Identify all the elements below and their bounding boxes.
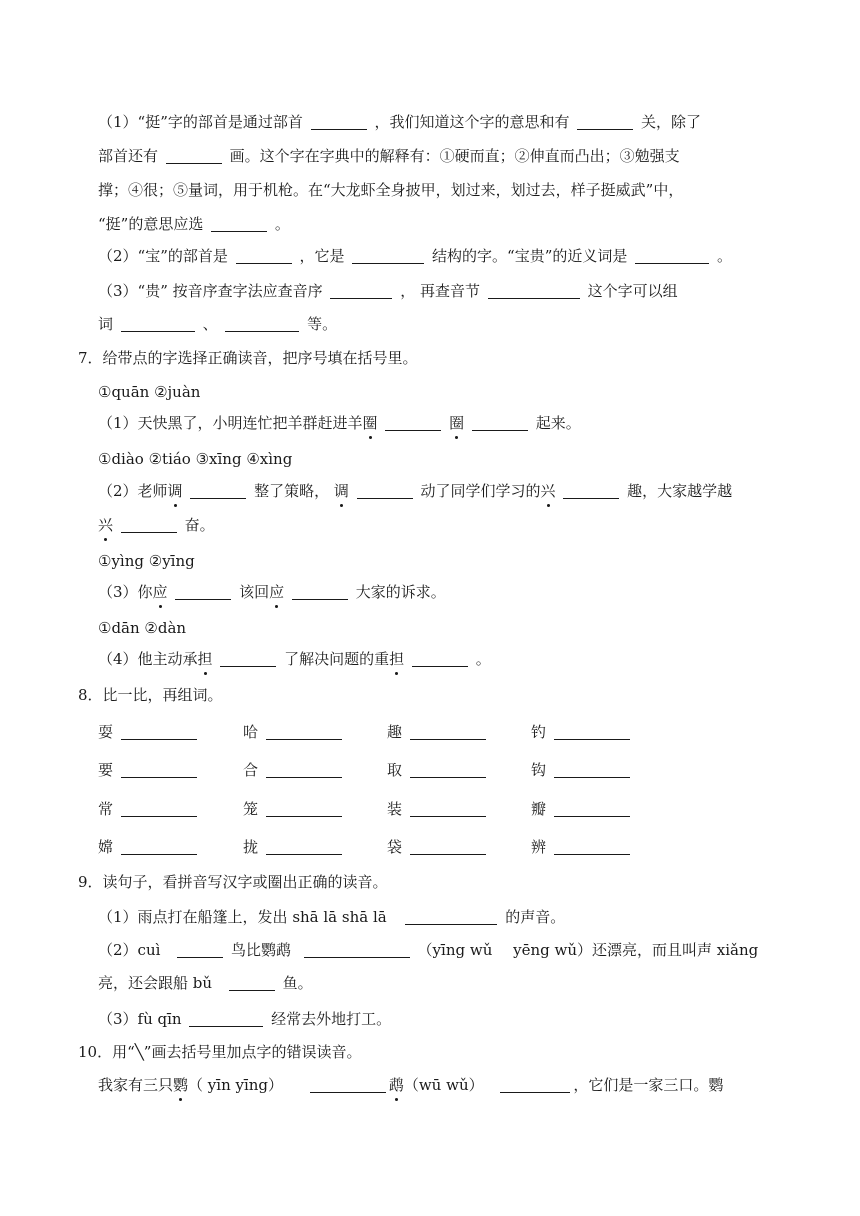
answer-blank[interactable] bbox=[266, 761, 342, 778]
q7-text: 。 bbox=[475, 650, 491, 668]
q8-word-cell bbox=[387, 798, 489, 820]
q9-text: yēng wǔ）还漂亮，而且叫声 xiǎng bbox=[513, 941, 759, 959]
q6-text: 这个字可以组 bbox=[587, 282, 678, 300]
q8-word-cell bbox=[243, 836, 345, 858]
answer-blank[interactable] bbox=[412, 650, 468, 667]
q6-text: 等。 bbox=[307, 315, 338, 333]
q8-word-cell bbox=[98, 721, 200, 743]
answer-blank[interactable] bbox=[500, 1076, 570, 1093]
q6-text: 。 bbox=[274, 215, 290, 233]
answer-blank[interactable] bbox=[410, 761, 486, 778]
answer-blank[interactable] bbox=[577, 113, 633, 130]
answer-blank[interactable] bbox=[292, 583, 348, 600]
q7-options-3: ①yìng ②yīng bbox=[98, 552, 195, 570]
q8-character: 辨 bbox=[531, 838, 547, 856]
q9-text: （yīng wǔ bbox=[417, 941, 493, 959]
q6-text: 画。这个字在字典中的解释有：①硬而直；②伸直而凸出；③勉强支 bbox=[229, 147, 680, 165]
q6-text: 词 bbox=[98, 315, 114, 333]
q8-character: 趣 bbox=[387, 723, 403, 741]
q6-part1-line2 bbox=[98, 145, 784, 167]
answer-blank[interactable] bbox=[189, 1010, 263, 1027]
q7-text: 趣，大家越学越 bbox=[627, 482, 733, 500]
q7-options-2: ①diào ②tiáo ③xīng ④xìng bbox=[98, 450, 293, 468]
q8-word-cell bbox=[243, 798, 345, 820]
q7-text: （4）他主动承 bbox=[98, 650, 198, 668]
q8-word-cell bbox=[98, 759, 200, 781]
answer-blank[interactable] bbox=[410, 723, 486, 740]
q8-character: 笼 bbox=[243, 800, 259, 818]
q8-character: 钓 bbox=[531, 723, 547, 741]
q8-title: 8．比一比，再组词。 bbox=[78, 686, 223, 704]
q8-character: 取 bbox=[387, 761, 403, 779]
answer-blank[interactable] bbox=[266, 723, 342, 740]
answer-blank[interactable] bbox=[225, 315, 299, 332]
answer-blank[interactable] bbox=[121, 315, 195, 332]
answer-blank[interactable] bbox=[121, 800, 197, 817]
q8-character: 装 bbox=[387, 800, 403, 818]
dotted-char: 调 bbox=[167, 482, 183, 500]
q10-text: ，它们是一家三口。鹦 bbox=[573, 1076, 724, 1094]
q6-text: 。 bbox=[716, 247, 732, 265]
q7-text: 大家的诉求。 bbox=[355, 583, 446, 601]
q6-part1-line1 bbox=[98, 111, 784, 133]
answer-blank[interactable] bbox=[488, 282, 580, 299]
answer-blank[interactable] bbox=[311, 113, 367, 130]
answer-blank[interactable] bbox=[357, 482, 413, 499]
answer-blank[interactable] bbox=[121, 723, 197, 740]
q10-text: （ yīn yīng） bbox=[188, 1076, 284, 1094]
q8-character: 要 bbox=[98, 761, 114, 779]
q6-text: （3）“贵” 按音序查字法应查音序 bbox=[98, 282, 323, 300]
q8-character: 瓣 bbox=[531, 800, 547, 818]
q7-text: 奋。 bbox=[184, 516, 215, 534]
q9-sentence-2-line1 bbox=[98, 939, 784, 961]
q8-word-cell bbox=[387, 721, 489, 743]
q7-text: 了解决问题的重 bbox=[284, 650, 390, 668]
q9-text: （1）雨点打在船篷上，发出 shā lā shā lā bbox=[98, 908, 387, 926]
answer-blank[interactable] bbox=[266, 838, 342, 855]
q8-character: 耍 bbox=[98, 723, 114, 741]
q8-character: 拢 bbox=[243, 838, 259, 856]
answer-blank[interactable] bbox=[410, 800, 486, 817]
q7-sentence-4 bbox=[98, 648, 784, 670]
q9-text: 亮，还会跟船 bǔ bbox=[98, 974, 213, 992]
q6-text: ，它是 bbox=[299, 247, 345, 265]
answer-blank[interactable] bbox=[304, 941, 410, 958]
answer-blank[interactable] bbox=[121, 516, 177, 533]
answer-blank[interactable] bbox=[175, 583, 231, 600]
dotted-char: 担 bbox=[389, 650, 405, 668]
q7-text: 整了策略， bbox=[254, 482, 330, 500]
q6-part3-line2 bbox=[98, 313, 784, 335]
q8-character: 钩 bbox=[531, 761, 547, 779]
answer-blank[interactable] bbox=[405, 908, 497, 925]
dotted-char: 圈 bbox=[449, 414, 465, 432]
q7-sentence-2-line2 bbox=[98, 514, 784, 536]
q8-word-cell bbox=[531, 836, 633, 858]
dotted-char: 鹦 bbox=[173, 1076, 189, 1094]
q10-title: 10．用“╲”画去括号里加点字的错误读音。 bbox=[78, 1043, 362, 1061]
q6-text: 关，除了 bbox=[641, 113, 702, 131]
dotted-char: 调 bbox=[333, 482, 349, 500]
q7-text: （1）天快黑了，小明连忙把羊群赶进羊 bbox=[98, 414, 363, 432]
q7-sentence-2-line1 bbox=[98, 480, 784, 502]
answer-blank[interactable] bbox=[554, 723, 630, 740]
q6-text: 、 bbox=[202, 315, 218, 333]
q9-sentence-2-line2 bbox=[98, 972, 784, 994]
answer-blank[interactable] bbox=[229, 974, 275, 991]
q9-text: 鱼。 bbox=[282, 974, 313, 992]
answer-blank[interactable] bbox=[166, 147, 222, 164]
q8-word-cell bbox=[531, 759, 633, 781]
q9-text: （3）fù qīn bbox=[98, 1010, 182, 1028]
q10-sentence-1 bbox=[98, 1074, 784, 1096]
q6-part3-line1 bbox=[98, 280, 784, 302]
dotted-char: 鹉 bbox=[388, 1076, 404, 1094]
q9-text: （2）cuì bbox=[98, 941, 161, 959]
dotted-char: 兴 bbox=[540, 482, 556, 500]
q8-word-cell bbox=[531, 721, 633, 743]
answer-blank[interactable] bbox=[410, 838, 486, 855]
q8-word-cell bbox=[387, 759, 489, 781]
q10-text: 我家有三只 bbox=[98, 1076, 174, 1094]
q6-text: 部首还有 bbox=[98, 147, 159, 165]
q9-sentence-3 bbox=[98, 1008, 784, 1030]
answer-blank[interactable] bbox=[563, 482, 619, 499]
q10-text: （wū wǔ） bbox=[403, 1076, 484, 1094]
answer-blank[interactable] bbox=[121, 761, 197, 778]
q8-character: 嫦 bbox=[98, 838, 114, 856]
q6-text: （1）“挺”字的部首是通过部首 bbox=[98, 113, 303, 131]
answer-blank[interactable] bbox=[554, 761, 630, 778]
q7-text: （3）你 bbox=[98, 583, 153, 601]
q7-text: 动了同学们学习的 bbox=[420, 482, 541, 500]
q8-character: 袋 bbox=[387, 838, 403, 856]
q7-text: 起来。 bbox=[535, 414, 581, 432]
dotted-char: 应 bbox=[269, 583, 285, 601]
q9-sentence-1 bbox=[98, 906, 784, 928]
q8-character: 合 bbox=[243, 761, 259, 779]
dotted-char: 担 bbox=[197, 650, 213, 668]
q7-sentence-3 bbox=[98, 581, 784, 603]
q7-text: （2）老师 bbox=[98, 482, 168, 500]
q9-text: 经常去外地打工。 bbox=[271, 1010, 392, 1028]
q6-text: （2）“宝”的部首是 bbox=[98, 247, 228, 265]
answer-blank[interactable] bbox=[330, 282, 392, 299]
q6-text: ， 再查音节 bbox=[400, 282, 480, 300]
dotted-char: 应 bbox=[152, 583, 168, 601]
q7-title: 7．给带点的字选择正确读音，把序号填在括号里。 bbox=[78, 349, 418, 367]
q6-text: 撑；④很；⑤量词，用于机枪。在“大龙虾全身披甲，划过来，划过去，样子挺威武”中， bbox=[98, 181, 684, 199]
answer-blank[interactable] bbox=[554, 800, 630, 817]
q8-word-cell bbox=[243, 759, 345, 781]
answer-blank[interactable] bbox=[472, 414, 528, 431]
answer-blank[interactable] bbox=[635, 247, 709, 264]
answer-blank[interactable] bbox=[352, 247, 424, 264]
dotted-char: 兴 bbox=[98, 516, 114, 534]
q8-character: 哈 bbox=[243, 723, 259, 741]
q7-options-1: ①quān ②juàn bbox=[98, 383, 201, 401]
q6-text: 结构的字。“宝贵”的近义词是 bbox=[432, 247, 628, 265]
answer-blank[interactable] bbox=[211, 215, 267, 232]
answer-blank[interactable] bbox=[266, 800, 342, 817]
q9-text: 的声音。 bbox=[505, 908, 566, 926]
q6-text: “挺”的意思应选 bbox=[98, 215, 204, 233]
answer-blank[interactable] bbox=[554, 838, 630, 855]
q6-text: ，我们知道这个字的意思和有 bbox=[374, 113, 570, 131]
q9-text: 鸟比鹦鹉 bbox=[230, 941, 291, 959]
q8-character: 常 bbox=[98, 800, 114, 818]
answer-blank[interactable] bbox=[385, 414, 441, 431]
q7-text: 该回 bbox=[239, 583, 270, 601]
q8-word-cell bbox=[243, 721, 345, 743]
answer-blank[interactable] bbox=[190, 482, 246, 499]
answer-blank[interactable] bbox=[177, 941, 223, 958]
answer-blank[interactable] bbox=[220, 650, 276, 667]
q6-part1-line4 bbox=[98, 213, 784, 235]
q8-word-cell bbox=[98, 836, 200, 858]
dotted-char: 圈 bbox=[362, 414, 378, 432]
q6-part1-line3 bbox=[98, 179, 784, 201]
q7-sentence-1 bbox=[98, 412, 784, 434]
q8-word-cell bbox=[387, 836, 489, 858]
answer-blank[interactable] bbox=[121, 838, 197, 855]
q9-title: 9．读句子，看拼音写汉字或圈出正确的读音。 bbox=[78, 873, 388, 891]
q8-word-cell bbox=[98, 798, 200, 820]
q6-part2 bbox=[98, 245, 784, 267]
answer-blank[interactable] bbox=[310, 1076, 386, 1093]
q7-options-4: ①dān ②dàn bbox=[98, 619, 187, 637]
answer-blank[interactable] bbox=[236, 247, 292, 264]
q8-word-cell bbox=[531, 798, 633, 820]
